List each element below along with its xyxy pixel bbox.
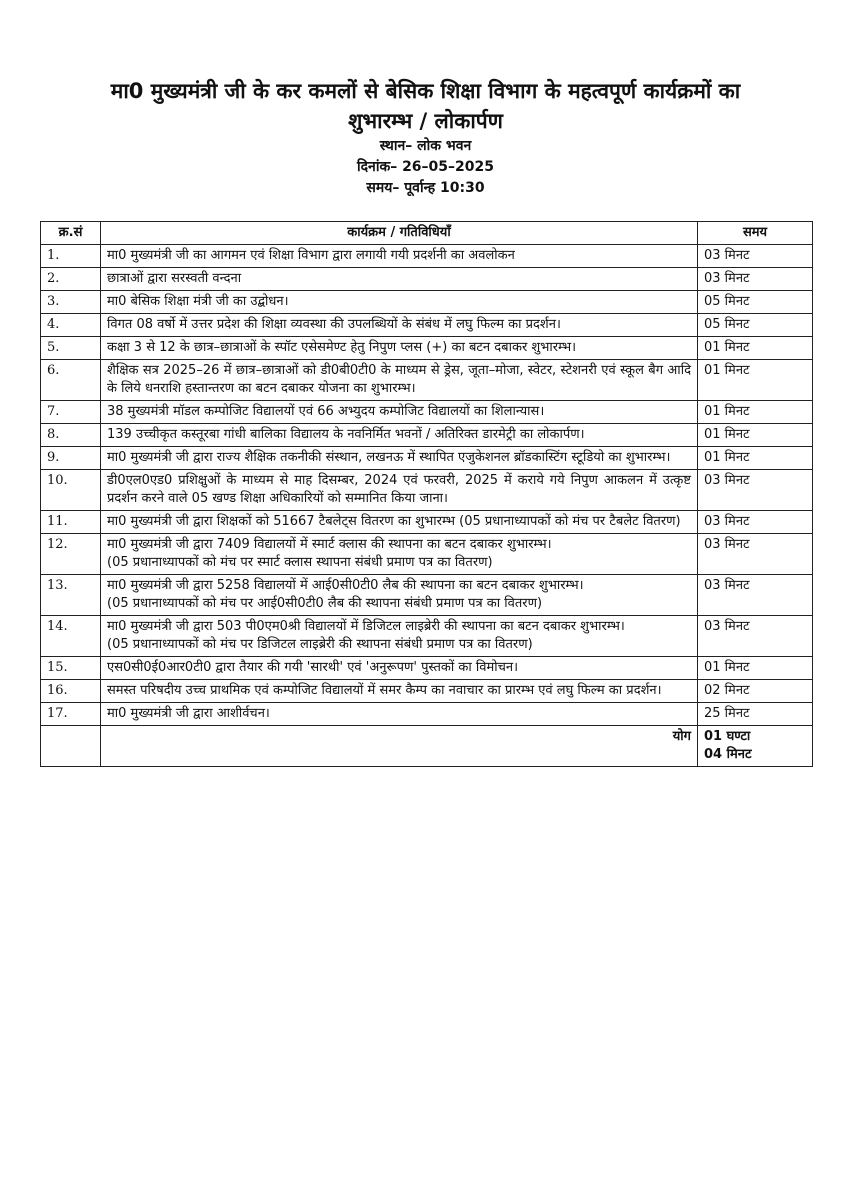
row-serial-no: 6.: [41, 360, 101, 401]
table-row: [41, 534, 813, 575]
row-serial-no: 1.: [41, 245, 101, 268]
header-activity: कार्यक्रम / गतिविधियाँ: [101, 222, 698, 245]
event-time: समय– पूर्वान्ह 10:30: [366, 180, 485, 196]
row-activity: [101, 245, 698, 268]
table-header-row: [41, 222, 813, 245]
row-serial-no: 4.: [41, 314, 101, 337]
row-serial-no: 14.: [41, 616, 101, 657]
row-activity: [101, 470, 698, 511]
row-duration: 01 मिनट: [698, 401, 813, 424]
row-activity: [101, 511, 698, 534]
row-serial-no: 11.: [41, 511, 101, 534]
header-time: समय: [698, 222, 813, 245]
row-serial-no: 8.: [41, 424, 101, 447]
row-activity-text: एस0सी0ई0आर0टी0 द्वारा तैयार की गयी 'सारथी' एवं 'अनुरूपण' पुस्तकों का विमोचन।: [107, 660, 519, 675]
total-value: [698, 726, 813, 767]
row-serial-no: 13.: [41, 575, 101, 616]
row-duration: 05 मिनट: [698, 291, 813, 314]
total-value-minutes: 04 मिनट: [704, 747, 752, 762]
row-activity: [101, 575, 698, 616]
table-row: [41, 268, 813, 291]
total-label: योग: [101, 726, 698, 767]
table-row: [41, 245, 813, 268]
row-activity-text: डी0एल0एड0 प्रशिक्षुओं के माध्यम से माह दिसम्बर, 2024 एवं फरवरी, 2025 में कराये गये निपुण आकलन में उत्कृष्ट प्रदर्शन करने वाले 05 खण्ड शिक्षा अधिकारियों को सम्मानित किया जाना।: [107, 473, 691, 506]
row-serial-no: 2.: [41, 268, 101, 291]
venue: स्थान– लोक भवन: [379, 138, 472, 154]
row-activity: [101, 447, 698, 470]
table-row: [41, 575, 813, 616]
row-duration: 03 मिनट: [698, 470, 813, 511]
row-activity-text: 38 मुख्यमंत्री मॉडल कम्पोजिट विद्यालयों एवं 66 अभ्युदय कम्पोजिट विद्यालयों का शिलान्यास।: [107, 404, 545, 419]
row-serial-no: 17.: [41, 703, 101, 726]
row-activity-text: (05 प्रधानाध्यापकों को मंच पर स्मार्ट क्लास स्थापना संबंधी प्रमाण पत्र का वितरण): [107, 555, 493, 570]
title-line-2: शुभारम्भ / लोकार्पण: [348, 109, 503, 133]
table-row: [41, 360, 813, 401]
row-activity-text: (05 प्रधानाध्यापकों को मंच पर आई0सी0टी0 लैब की स्थापना संबंधी प्रमाण पत्र का वितरण): [107, 596, 543, 611]
row-activity: [101, 680, 698, 703]
row-duration: 25 मिनट: [698, 703, 813, 726]
row-serial-no: 5.: [41, 337, 101, 360]
row-activity-text: छात्राओं द्वारा सरस्वती वन्दना: [107, 271, 242, 286]
row-activity: [101, 314, 698, 337]
table-row: [41, 680, 813, 703]
row-activity: [101, 534, 698, 575]
table-row: [41, 291, 813, 314]
row-serial-no: 15.: [41, 657, 101, 680]
row-serial-no: 16.: [41, 680, 101, 703]
row-activity-text: कक्षा 3 से 12 के छात्र–छात्राओं के स्पॉट एसेसमेण्ट हेतु निपुण प्लस (+) का बटन दबाकर शुभारम्भ।: [107, 340, 577, 355]
row-duration: 01 मिनट: [698, 424, 813, 447]
row-activity: [101, 424, 698, 447]
total-value-hours: 01 घण्टा: [704, 729, 751, 744]
row-activity: [101, 657, 698, 680]
row-activity-text: समस्त परिषदीय उच्च प्राथमिक एवं कम्पोजिट विद्यालयों में समर कैम्प का नवाचार का प्रारम्भ एवं लघु फिल्म का प्रदर्शन।: [107, 683, 662, 698]
table-row: [41, 470, 813, 511]
row-duration: 05 मिनट: [698, 314, 813, 337]
row-duration: 02 मिनट: [698, 680, 813, 703]
document-header: [40, 76, 811, 199]
row-duration: 03 मिनट: [698, 575, 813, 616]
row-serial-no: 3.: [41, 291, 101, 314]
programme-table: [40, 221, 813, 767]
row-activity: [101, 703, 698, 726]
row-serial-no: 7.: [41, 401, 101, 424]
row-duration: 01 मिनट: [698, 337, 813, 360]
row-activity-text: (05 प्रधानाध्यापकों को मंच पर डिजिटल लाइब्रेरी की स्थापना संबंधी प्रमाण पत्र का वितरण): [107, 637, 533, 652]
row-activity-text: मा0 मुख्यमंत्री जी द्वारा शिक्षकों को 51667 टैबलेट्स वितरण का शुभारम्भ (05 प्रधानाध्यापकों को मंच पर टैबलेट वितरण): [107, 514, 681, 529]
row-duration: 03 मिनट: [698, 616, 813, 657]
row-duration: 03 मिनट: [698, 511, 813, 534]
row-activity-text: मा0 बेसिक शिक्षा मंत्री जी का उद्बोधन।: [107, 294, 289, 309]
table-row: [41, 511, 813, 534]
row-activity-text: मा0 मुख्यमंत्री जी द्वारा 5258 विद्यालयों में आई0सी0टी0 लैब की स्थापना का बटन दबाकर शुभारम्भ।: [107, 578, 584, 593]
row-serial-no: 9.: [41, 447, 101, 470]
row-duration: 03 मिनट: [698, 268, 813, 291]
row-activity-text: मा0 मुख्यमंत्री जी द्वारा राज्य शैक्षिक तकनीकी संस्थान, लखनऊ में स्थापित एजुकेशनल ब्रॉडकास्टिंग स्टूडियो का शुभारम्भ।: [107, 450, 671, 465]
row-activity: [101, 268, 698, 291]
row-activity-text: मा0 मुख्यमंत्री जी द्वारा 503 पी0एम0श्री विद्यालयों में डिजिटल लाइब्रेरी की स्थापना का बटन दबाकर शुभारम्भ।: [107, 619, 625, 634]
total-empty-cell: [41, 726, 101, 767]
row-activity-text: 139 उच्चीकृत कस्तूरबा गांधी बालिका विद्यालय के नवनिर्मित भवनों / अतिरिक्त डारमेट्री का लोकार्पण।: [107, 427, 585, 442]
row-activity: [101, 360, 698, 401]
title-line-1: मा0 मुख्यमंत्री जी के कर कमलों से बेसिक शिक्षा विभाग के महत्वपूर्ण कार्यक्रमों का: [110, 79, 741, 103]
total-row: [41, 726, 813, 767]
row-duration: 01 मिनट: [698, 447, 813, 470]
row-duration: 01 मिनट: [698, 360, 813, 401]
row-activity-text: मा0 मुख्यमंत्री जी द्वारा आशीर्वचन।: [107, 706, 270, 721]
table-row: [41, 337, 813, 360]
row-activity-text: मा0 मुख्यमंत्री जी का आगमन एवं शिक्षा विभाग द्वारा लगायी गयी प्रदर्शनी का अवलोकन: [107, 248, 515, 263]
header-serial-no: क्र.सं: [41, 222, 101, 245]
table-row: [41, 314, 813, 337]
row-activity-text: विगत 08 वर्षो में उत्तर प्रदेश की शिक्षा व्यवस्था की उपलब्धियों के संबंध में लघु फिल्म का प्रदर्शन।: [107, 317, 561, 332]
table-row: [41, 657, 813, 680]
row-activity-text: मा0 मुख्यमंत्री जी द्वारा 7409 विद्यालयों में स्मार्ट क्लास की स्थापना का बटन दबाकर शुभारम्भ।: [107, 537, 552, 552]
row-serial-no: 12.: [41, 534, 101, 575]
table-row: [41, 703, 813, 726]
table-row: [41, 616, 813, 657]
event-date: दिनांक– 26–05–2025: [356, 159, 494, 175]
table-row: [41, 401, 813, 424]
row-duration: 03 मिनट: [698, 245, 813, 268]
row-duration: 03 मिनट: [698, 534, 813, 575]
row-activity: [101, 616, 698, 657]
row-activity-text: शैक्षिक सत्र 2025–26 में छात्र–छात्राओं को डी0बी0टी0 के माध्यम से ड्रेस, जूता–मोजा, स्वेटर, स्टेशनरी एवं स्कूल बैग आदि के लिये धनराशि हस्तान्तरण का बटन दबाकर योजना का शुभारम्भ।: [107, 363, 691, 396]
row-activity: [101, 401, 698, 424]
table-body: [41, 245, 813, 726]
row-serial-no: 10.: [41, 470, 101, 511]
row-activity: [101, 291, 698, 314]
table-row: [41, 447, 813, 470]
table-row: [41, 424, 813, 447]
row-activity: [101, 337, 698, 360]
row-duration: 01 मिनट: [698, 657, 813, 680]
